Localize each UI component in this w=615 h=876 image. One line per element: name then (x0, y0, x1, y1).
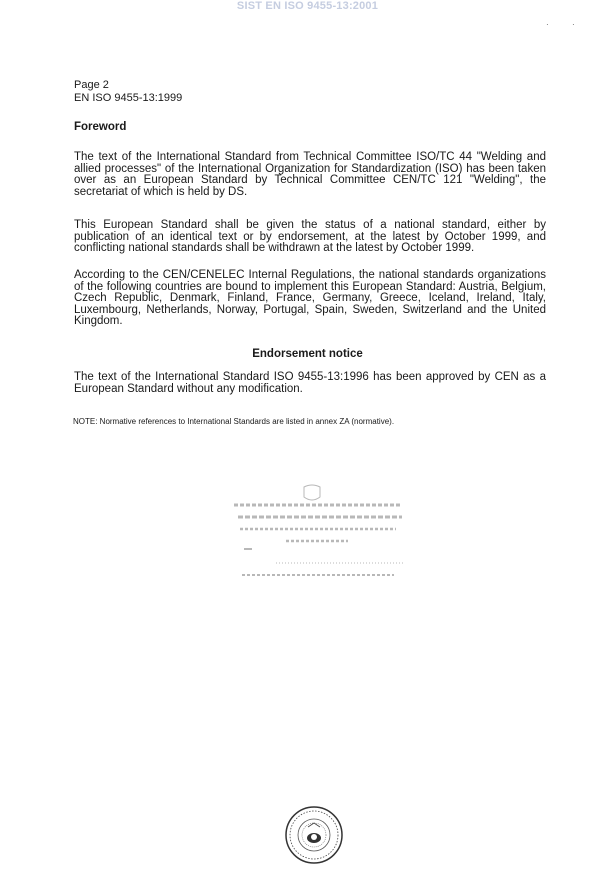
page-meta (74, 79, 182, 105)
scan-speck: · (546, 20, 549, 29)
page-number: Page 2 (74, 79, 109, 91)
endorsement-text: The text of the International Standard ISO 9455-13:1996 has been approved by CEN as a European Standard without any modification. (74, 371, 546, 395)
document-id: EN ISO 9455-13:1999 (74, 92, 183, 104)
normative-note: NOTE: Normative references to International Standards are listed in annex ZA (normative). (73, 417, 395, 426)
foreword-heading: Foreword (74, 121, 127, 133)
watermark-header: SIST EN ISO 9455-13:2001 (236, 0, 379, 12)
round-seal (284, 805, 344, 865)
scan-speck: · (572, 20, 575, 29)
institute-stamp (224, 483, 414, 583)
endorsement-heading: Endorsement notice (252, 348, 363, 360)
foreword-paragraph-3: According to the CEN/CENELEC Internal Regulations, the national standards organizations of the following countries are bound to implement this European Standard: Austria, Belgium, Czech Republic, Denmark, Finland, France, Germany, Greece, Iceland, Ireland, Italy, Luxembourg, Netherlands, Norway, Portugal, Spain, Sweden, Switzerland and the United Kingdom. (74, 269, 546, 327)
foreword-paragraph-2: This European Standard shall be given the status of a national standard, either by publication of an identical text or by endorsement, at the latest by October 1999, and conflicting national standards shall be withdrawn at the latest by October 1999. (74, 219, 546, 254)
foreword-paragraph-1: The text of the International Standard from Technical Committee ISO/TC 44 "Welding and allied processes" of the International Organization for Standardization (ISO) has been taken over as an European Standard by Technical Committee CEN/TC 121 "Welding", the secretariat of which is held by DS. (74, 151, 546, 198)
